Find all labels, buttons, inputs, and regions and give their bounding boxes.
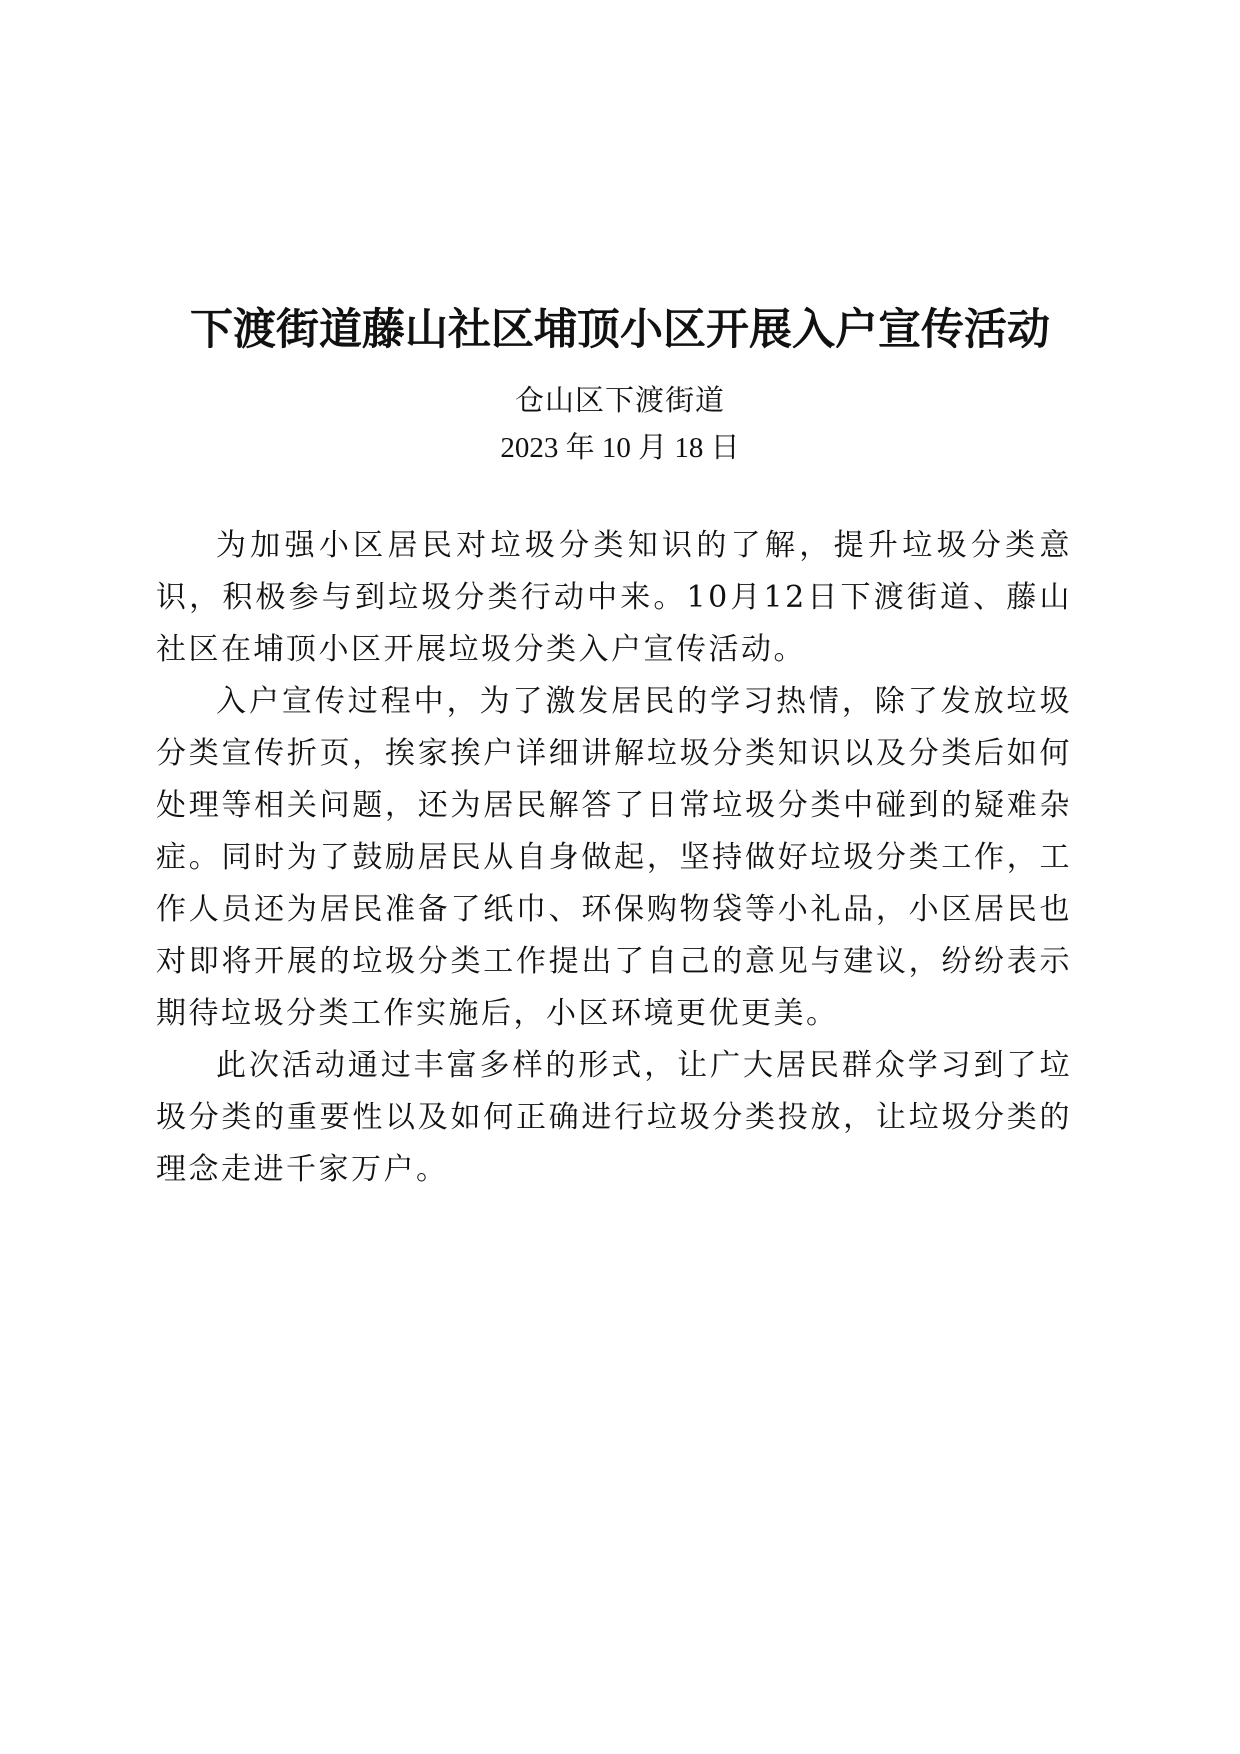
paragraph: 此次活动通过丰富多样的形式，让广大居民群众学习到了垃圾分类的重要性以及如何正确进行垃圾分类投放，让垃圾分类的理念走进千家万户。 bbox=[156, 1048, 1072, 1187]
document-date: 2023 年 10 月 18 日 bbox=[500, 432, 740, 464]
document-author: 仓山区下渡街道 bbox=[514, 383, 725, 417]
paragraph: 为加强小区居民对垃圾分类知识的了解，提升垃圾分类意识，积极参与到垃圾分类行动中来。10月12日下渡街道、藤山社区在埔顶小区开展垃圾分类入户宣传活动。 bbox=[156, 528, 1072, 667]
paragraph: 入户宣传过程中，为了激发居民的学习热情，除了发放垃圾分类宣传折页，挨家挨户详细讲解垃圾分类知识以及分类后如何处理等相关问题，还为居民解答了日常垃圾分类中碰到的疑难杂症。同时为了鼓励居民从自身做起，坚持做好垃圾分类工作，工作人员还为居民准备了纸巾、环保购物袋等小礼品，小区居民也对即将开展的垃圾分类工作提出了自己的意见与建议，纷纷表示期待垃圾分类工作实施后，小区环境更优更美。 bbox=[156, 684, 1072, 1031]
document-body bbox=[156, 520, 1072, 1196]
document-title: 下渡街道藤山社区埔顶小区开展入户宣传活动 bbox=[190, 305, 1050, 355]
